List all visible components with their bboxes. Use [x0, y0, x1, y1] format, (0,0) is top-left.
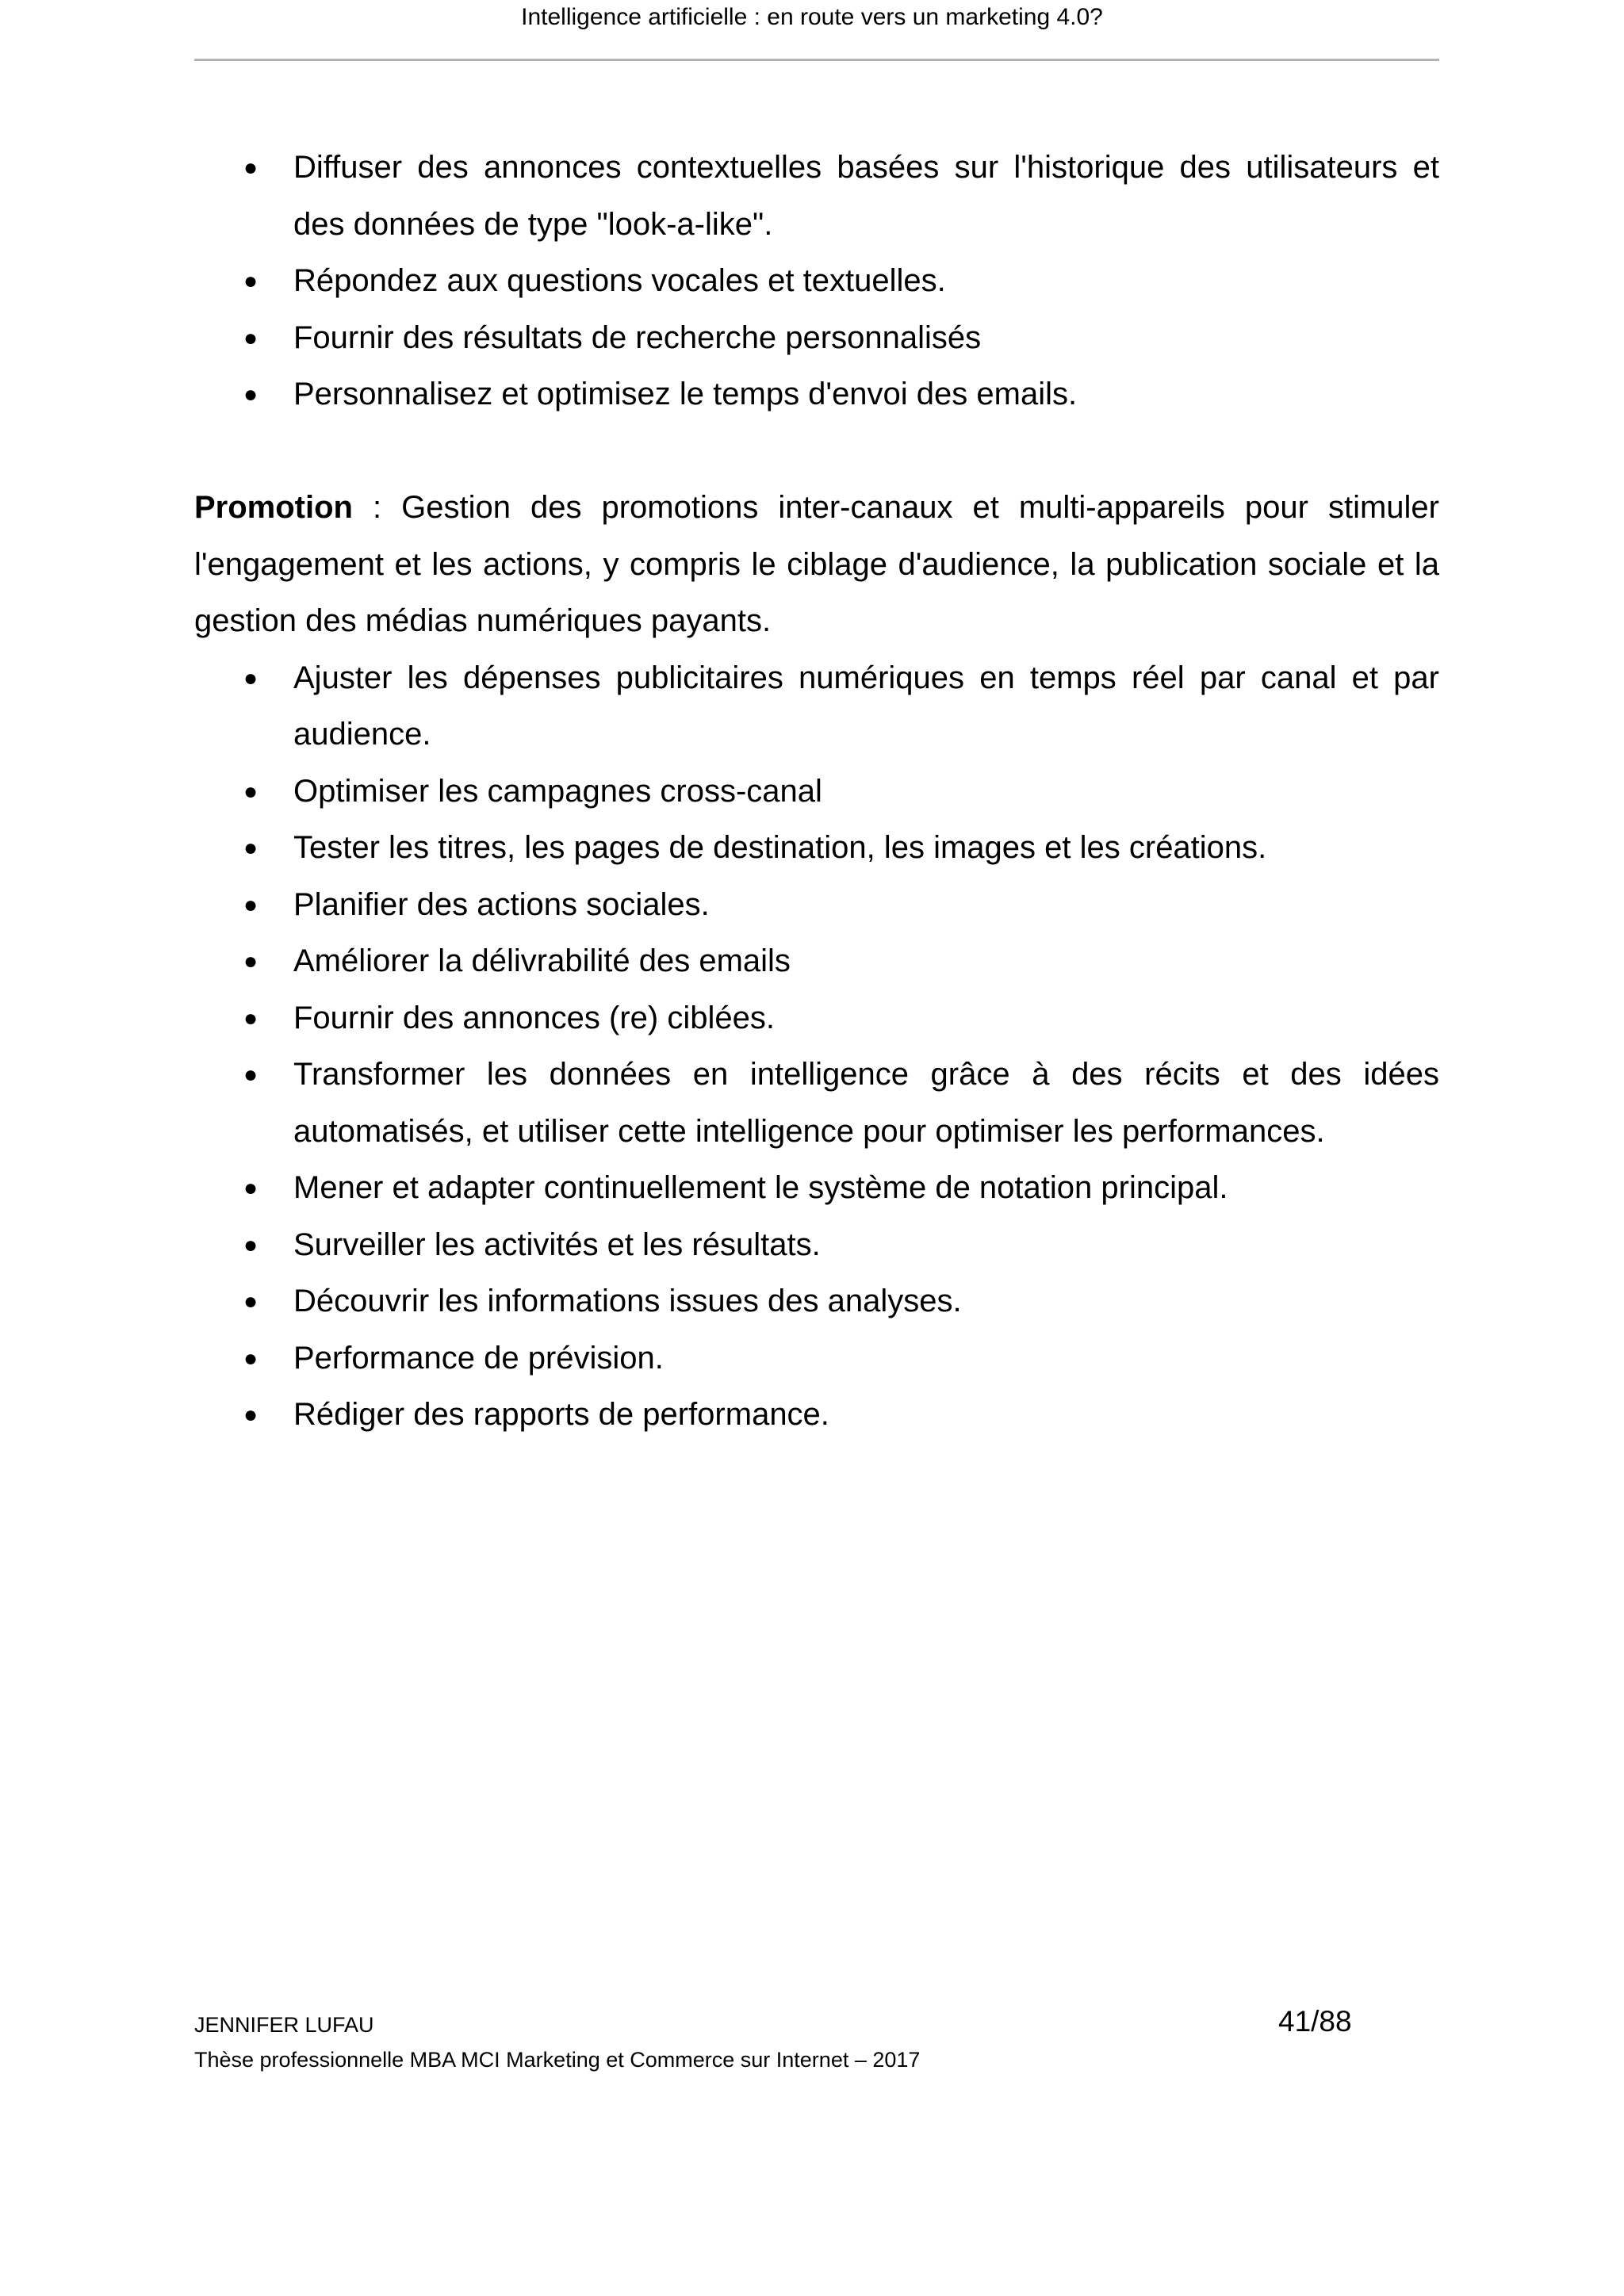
bullet-icon: ●: [243, 891, 259, 918]
footer-thesis: Thèse professionnelle MBA MCI Marketing et Commerce sur Internet – 2017: [194, 2048, 921, 2072]
list-item-text: Mener et adapter continuellement le système de notation principal.: [293, 1170, 1228, 1205]
header-divider: [194, 59, 1439, 61]
page-body: [194, 140, 1439, 1444]
list-item-text: Planifier des actions sociales.: [293, 886, 710, 922]
list-item: [194, 253, 1439, 310]
list-item-text: Découvrir les informations issues des analyses.: [293, 1284, 962, 1318]
bullet-icon: ●: [243, 664, 259, 691]
bullet-icon: ●: [243, 268, 259, 294]
list-item: [194, 650, 1439, 763]
bullet-icon: ●: [243, 324, 259, 351]
bullet-icon: ●: [243, 1402, 259, 1428]
list-item: [194, 763, 1439, 821]
bullet-icon: ●: [243, 948, 259, 974]
list-item-text: Surveiller les activités et les résultats.: [293, 1226, 821, 1262]
bullet-icon: ●: [243, 1175, 259, 1201]
list-item: [194, 877, 1439, 934]
list-item: [194, 820, 1439, 877]
bullet-icon: ●: [243, 1004, 259, 1031]
bullet-icon: ●: [243, 835, 259, 861]
running-header: Intelligence artificielle : en route vers un marketing 4.0?: [521, 4, 1103, 30]
list-item: [194, 1047, 1439, 1160]
bullet-icon: ●: [243, 381, 259, 408]
list-item-text: Fournir des annonces (re) ciblées.: [293, 1000, 775, 1035]
list-item-text: Personnalisez et optimisez le temps d'envoi des emails.: [293, 377, 1078, 411]
list-item-text: Optimiser les campagnes cross-canal: [293, 773, 822, 809]
bullet-icon: ●: [243, 1231, 259, 1258]
list-item: [194, 1330, 1439, 1387]
bullet-list-promotion: [194, 650, 1439, 1444]
promotion-text: : Gestion des promotions inter-canaux et multi-appareils pour stimuler l'engagement et les actions, y compris le ciblage d'audience, la publication sociale et la gestion des médias numériques payants.: [194, 490, 1439, 638]
list-item-text: Diffuser des annonces contextuelles basées sur l'historique des utilisateurs et des données de type "look-a-like".: [293, 150, 1439, 242]
list-item: [194, 1273, 1439, 1330]
bullet-icon: ●: [243, 155, 259, 181]
list-item: [194, 990, 1439, 1047]
list-item-text: Rédiger des rapports de performance.: [293, 1397, 829, 1432]
list-item-text: Ajuster les dépenses publicitaires numériques en temps réel par canal et par audience.: [293, 660, 1439, 752]
bullet-icon: ●: [243, 1062, 259, 1088]
list-item-text: Transformer les données en intelligence grâce à des récits et des idées automatisés, et utiliser cette intelligence pour optimiser les performances.: [293, 1057, 1439, 1149]
bullet-icon: ●: [243, 1288, 259, 1314]
list-item-text: Répondez aux questions vocales et textuelles.: [293, 263, 946, 298]
list-item: [194, 366, 1439, 423]
list-item: [194, 140, 1439, 253]
list-item-text: Tester les titres, les pages de destination, les images et les créations.: [293, 830, 1267, 865]
bullet-list-top: [194, 140, 1439, 423]
list-item: [194, 1160, 1439, 1217]
list-item: [194, 310, 1439, 367]
list-item: [194, 1387, 1439, 1444]
list-item: [194, 933, 1439, 990]
page-number: 41/88: [1278, 2005, 1352, 2038]
promotion-paragraph: [194, 480, 1439, 650]
list-item-text: Fournir des résultats de recherche personnalisés: [293, 320, 982, 355]
footer-credits: [194, 2007, 920, 2077]
list-item-text: Performance de prévision.: [293, 1340, 664, 1376]
bullet-icon: ●: [243, 1345, 259, 1372]
list-item-text: Améliorer la délivrabilité des emails: [293, 943, 791, 978]
promotion-term: Promotion: [194, 490, 353, 525]
bullet-icon: ●: [243, 778, 259, 805]
list-item: [194, 1217, 1439, 1274]
footer-author: JENNIFER LUFAU: [194, 2013, 374, 2037]
